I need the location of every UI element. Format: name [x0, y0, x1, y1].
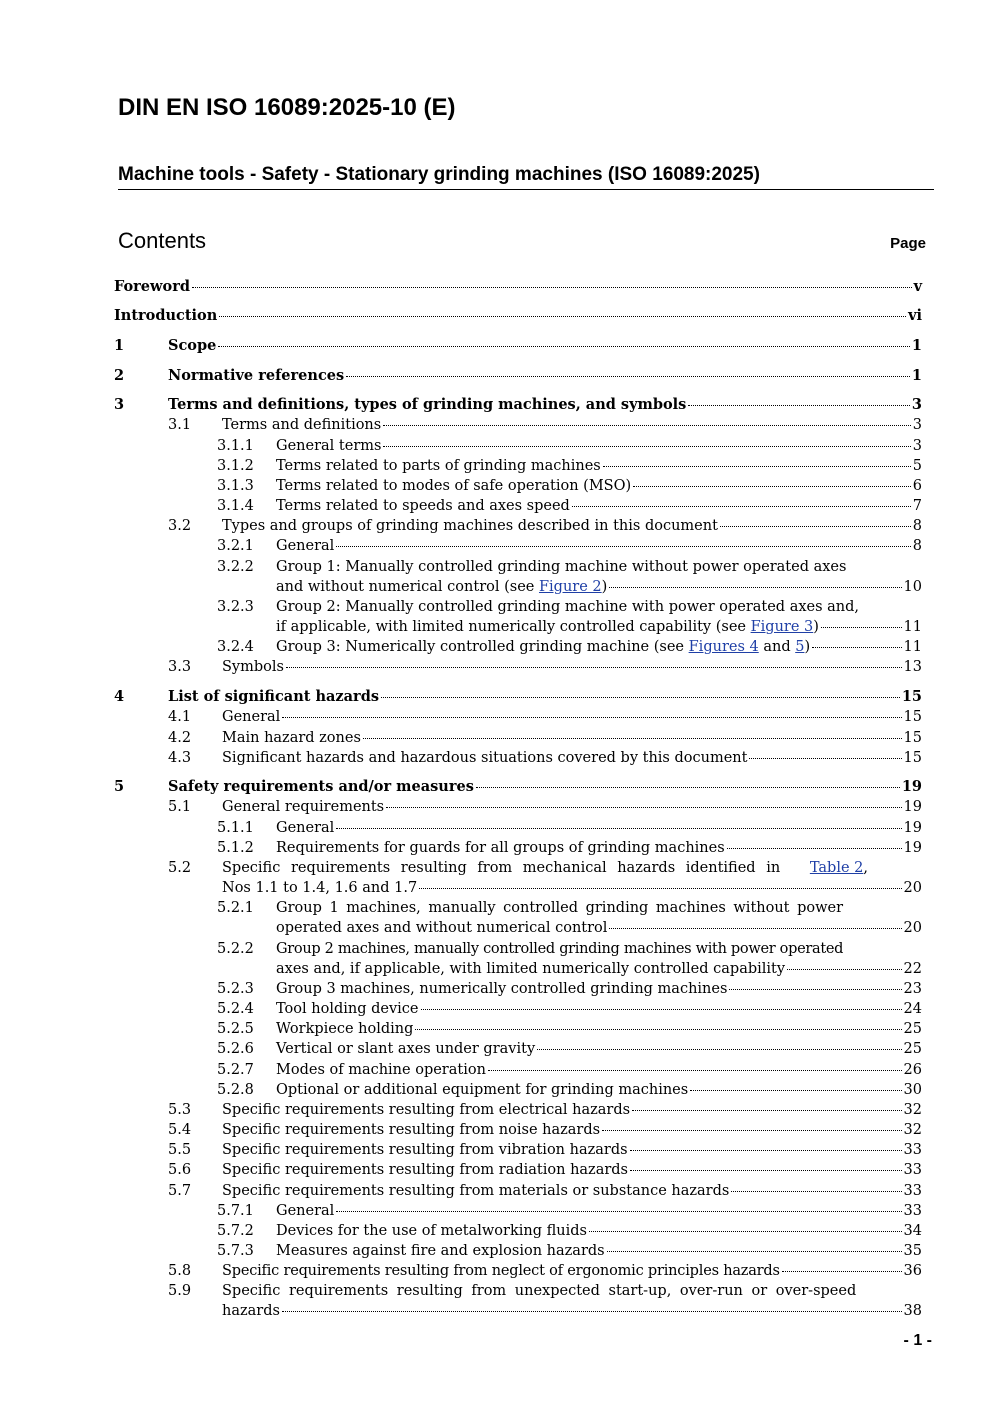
toc-page-number: 13	[903, 659, 922, 675]
footer-page-number: - 1 -	[903, 1332, 932, 1349]
toc-page-number: 6	[912, 478, 922, 494]
toc-entry-title: Specific requirements resulting from vibration hazards	[222, 1142, 628, 1158]
toc-page-number: 25	[903, 1041, 922, 1057]
toc-entry-title: Tool holding device	[276, 1001, 419, 1017]
toc-page-number: 22	[903, 961, 922, 977]
toc-entry-title-continued: if applicable, with limited numerically controlled capability (see Figure 3)	[276, 619, 819, 635]
toc-entry-number: 5.1.1	[217, 820, 254, 836]
toc-page-number: 33	[903, 1142, 922, 1158]
dot-leader	[381, 697, 900, 698]
dot-leader	[633, 486, 911, 487]
toc-entry-number: 5.2.2	[217, 941, 254, 957]
dot-leader	[731, 1191, 901, 1192]
toc-entry-title: Measures against fire and explosion hazards	[276, 1243, 605, 1259]
dot-leader	[749, 758, 901, 759]
toc-page-number: 35	[903, 1243, 922, 1259]
toc-entry-title-continued: hazards	[222, 1303, 280, 1319]
toc-page-number: 34	[903, 1223, 922, 1239]
figure-link[interactable]: Figure 3	[750, 619, 814, 635]
toc-entry-title: Foreword	[114, 278, 190, 295]
toc-entry-number: 1	[114, 337, 125, 354]
toc-entry-title: Modes of machine operation	[276, 1062, 486, 1078]
toc-page-number: 36	[903, 1263, 922, 1279]
toc-entry-number: 3.1.1	[217, 438, 254, 454]
toc-page-number: 23	[903, 981, 922, 997]
toc-entry-number: 5.3	[168, 1102, 192, 1118]
dot-leader	[336, 828, 901, 829]
toc-entry-number: 3.1.4	[217, 498, 254, 514]
toc-entry-title: Specific requirements resulting from radiation hazards	[222, 1162, 628, 1178]
toc-entry-title-continued: operated axes and without numerical control	[276, 920, 608, 936]
toc-page-number: 15	[903, 750, 922, 766]
dot-leader	[602, 1130, 901, 1131]
dot-leader	[282, 717, 901, 718]
dot-leader	[727, 848, 902, 849]
toc-entry-number: 5.9	[168, 1283, 192, 1299]
toc-entry-number: 5.2.5	[217, 1021, 254, 1037]
figure-link[interactable]: Figure 2	[538, 579, 602, 595]
dot-leader	[609, 928, 901, 929]
toc-page-number: 5	[912, 458, 922, 474]
toc-entry-number: 3.3	[168, 659, 192, 675]
toc-entry-title: Group 1 machines, manually controlled grinding machines without power	[276, 900, 844, 916]
toc-page-number: 11	[903, 619, 922, 635]
toc-entry-title: Terms and definitions	[222, 417, 382, 433]
toc-entry-number: 5.2.7	[217, 1062, 254, 1078]
toc-entry-title: Group 1: Manually controlled grinding machine without power operated axes	[276, 559, 847, 575]
toc-entry-number: 3.2.4	[217, 639, 254, 655]
toc-entry-number: 4.3	[168, 750, 192, 766]
toc-entry-number: 4	[114, 688, 125, 705]
toc-entry-title: Scope	[168, 337, 217, 354]
toc-entry-title: General	[276, 1203, 335, 1219]
toc-page-number: 33	[903, 1203, 922, 1219]
toc-page-number: 26	[903, 1062, 922, 1078]
toc-entry-number: 2	[114, 367, 125, 384]
toc-page-number: 32	[903, 1122, 922, 1138]
dot-leader	[821, 627, 902, 628]
dot-leader	[476, 787, 900, 788]
dot-leader	[192, 287, 912, 288]
dot-leader	[421, 1009, 902, 1010]
toc-entry-title: Significant hazards and hazardous situations covered by this document	[222, 750, 748, 766]
figure-link[interactable]: 5	[795, 639, 805, 655]
toc-entry-title: Workpiece holding	[276, 1021, 414, 1037]
toc-entry-title: Terms and definitions, types of grinding machines, and symbols	[168, 396, 687, 413]
toc-entry-title: Terms related to modes of safe operation (MSO)	[276, 478, 632, 494]
dot-leader	[282, 1311, 902, 1312]
toc-entry-number: 5.1.2	[217, 840, 254, 856]
toc-entry-number: 4.2	[168, 730, 192, 746]
toc-entry-title: General requirements	[222, 799, 385, 815]
dot-leader	[782, 1271, 902, 1272]
dot-leader	[488, 1070, 902, 1071]
document-title: DIN EN ISO 16089:2025-10 (E)	[118, 94, 456, 121]
toc-entry-title-continued: axes and, if applicable, with limited numerically controlled capability	[276, 961, 786, 977]
toc-entry-number: 5.7.2	[217, 1223, 254, 1239]
toc-entry-title: Normative references	[168, 367, 345, 384]
toc-entry-number: 5.1	[168, 799, 192, 815]
toc-entry-number: 3.1	[168, 417, 192, 433]
document-subtitle: Machine tools - Safety - Stationary grinding machines (ISO 16089:2025)	[118, 164, 934, 190]
toc-page-number: 1	[911, 367, 922, 384]
toc-entry-number: 3.1.3	[217, 478, 254, 494]
toc-entry-number: 3	[114, 396, 125, 413]
toc-entry-number: 5.6	[168, 1162, 192, 1178]
toc-page-number: 3	[912, 417, 922, 433]
toc-entry-number: 4.1	[168, 709, 192, 725]
toc-entry-title-continued: Nos 1.1 to 1.4, 1.6 and 1.7	[222, 880, 418, 896]
dot-leader	[720, 526, 911, 527]
toc-entry-title: Group 2: Manually controlled grinding machine with power operated axes and,	[276, 599, 860, 615]
dot-leader	[363, 738, 902, 739]
toc-entry-number: 5.2.6	[217, 1041, 254, 1057]
toc-page-number: 19	[903, 840, 922, 856]
toc-entry-number: 3.2.2	[217, 559, 254, 575]
toc-entry-number: 5.7.3	[217, 1243, 254, 1259]
toc-page-number: v	[913, 278, 922, 295]
toc-entry-title: Specific requirements resulting from electrical hazards	[222, 1102, 631, 1118]
toc-entry-number: 3.2.1	[217, 538, 254, 554]
dot-leader	[346, 376, 910, 377]
toc-entry-number: 5.2.4	[217, 1001, 254, 1017]
toc-entry-number: 5	[114, 778, 125, 795]
toc-page-number: 3	[911, 396, 922, 413]
toc-entry-number: 5.4	[168, 1122, 192, 1138]
toc-entry-title: Devices for the use of metalworking fluids	[276, 1223, 587, 1239]
toc-entry-number: 5.7	[168, 1183, 192, 1199]
toc-page-number: 1	[911, 337, 922, 354]
toc-page-number: 19	[901, 778, 922, 795]
toc-entry-title: Introduction	[114, 307, 218, 324]
toc-entry-title: Group 3: Numerically controlled grinding machine (see Figures 4 and 5)	[276, 639, 811, 655]
dot-leader	[286, 667, 902, 668]
toc-page-number: 19	[903, 820, 922, 836]
dot-leader	[688, 405, 910, 406]
toc-page-number: 15	[901, 688, 922, 705]
page-column-label: Page	[890, 235, 926, 252]
toc-entry-title: List of significant hazards	[168, 688, 379, 705]
dot-leader	[607, 1251, 902, 1252]
document-page: DIN EN ISO 16089:2025-10 (E) Machine tools - Safety - Stationary grinding machines (ISO 16089:2025) Contents Page Foreword v Introduction vi 1 Scope 1 2 Normative references 1 3 Terms and definitions, types of grinding machines, and symbols 3 3.1 Terms and definitions 3 3.1.1 General terms 3 3.1.2 Terms related to parts of grinding machines 5 3.1.3 Terms related to modes of safe operation (MSO) 6 3.1.4 Terms related to speeds and axes speed 7 3.2 Types and groups of grinding machines described in this document 8 3.2.1 General 8 3.2.2 Group 1: Manually controlled grinding machine without power operated axes and without numerical control (see Figure 2) 10 3.2.3 Group 2: Manually controlled grinding machine with power operated axes and, if applicable, with limited numerically controlled capability (see Figure 3) 11 3.2.4 Group 3: Numerically controlled grinding machine (see Figures 4 and 5) 11 3.3 Symbols 13 4 List of significant hazards 15 4.1 General 15 4.2 Main hazard zones 15 4.3 Significant hazards and hazardous situations covered by this document 15 5 Safety requirements and/or measures 19 5.1 General requirements 19 5.1.1 General 19 5.1.2 Requirements for guards for all groups of grinding machines 19 5.2 Specific requirements resulting from mechanical hazards identified in Table 2, Nos 1.1 to 1.4, 1.6 and 1.7 20 5.2.1 Group 1 machines, manually controlled grinding machines without power operated axes and without numerical control 20 5.2.2 Group 2 machines, manually controlled grinding machines with power operated axes and, if applicable, with limited numerically controlled capability 22 5.2.3 Group 3 machines, numerically controlled grinding machines 23 5.2.4 Tool holding device 24 5.2.5 Workpiece holding 25 5.2.6 Vertical or slant axes under gravity 25 5.2.7 Modes of machine operation 26 5.2.8 Optional or additional equipment for grinding machines 30 5.3 Specific requirements resulting from electrical hazards 32 5.4 Specific requirements resulting from noise hazards 32 5.5 Specific requirements resulting from vibration hazards 33 5.6 Specific requirements resulting from radiation hazards 33 5.7 Specific requirements resulting from materials or substance hazards 33 5.7.1 General 33 5.7.2 Devices for the use of metalworking fluids 34 5.7.3 Measures against fire and explosion hazards 35 5.8 Specific requirements resulting from neglect of ergonomic principles hazards 36 5.9 Specific requirements resulting from unexpected start-up, over-run or over-speed hazards 38 - 1 -	[114, 94, 932, 1349]
toc-entry-title: Main hazard zones	[222, 730, 361, 746]
dot-leader	[419, 888, 901, 889]
dot-leader	[630, 1170, 902, 1171]
dot-leader	[336, 546, 910, 547]
dot-leader	[603, 466, 911, 467]
toc-page-number: 33	[903, 1183, 922, 1199]
toc-entry-title: Specific requirements resulting from mechanical hazards identified in	[222, 860, 781, 876]
toc-entry-number: 5.7.1	[217, 1203, 254, 1219]
toc-entry-number: 5.2.1	[217, 900, 254, 916]
dot-leader	[383, 446, 910, 447]
toc-entry-title: Optional or additional equipment for grinding machines	[276, 1082, 689, 1098]
toc-page-number: 15	[903, 709, 922, 725]
toc-page-number: 7	[912, 498, 922, 514]
toc-entry-number: 3.2	[168, 518, 192, 534]
toc-page-number: 11	[903, 639, 922, 655]
toc-page-number: 8	[912, 538, 922, 554]
toc-entry-number: 5.2.8	[217, 1082, 254, 1098]
dot-leader	[690, 1090, 901, 1091]
toc-page-number: 20	[903, 920, 922, 936]
dot-leader	[812, 647, 901, 648]
toc-page-number: 19	[903, 799, 922, 815]
dot-leader	[386, 807, 901, 808]
toc-entry-title: Specific requirements resulting from noise hazards	[222, 1122, 601, 1138]
toc-entry-title: Symbols	[222, 659, 284, 675]
toc-entry-title: Terms related to parts of grinding machines	[276, 458, 601, 474]
toc-entry-title: Specific requirements resulting from materials or substance hazards	[222, 1183, 730, 1199]
toc-entry-title: Safety requirements and/or measures	[168, 778, 474, 795]
table-link[interactable]: Table 2	[809, 860, 864, 876]
dot-leader	[632, 1110, 902, 1111]
toc-entry-title: Vertical or slant axes under gravity	[276, 1041, 536, 1057]
toc-entry-title: Specific requirements resulting from unexpected start-up, over-run or over-speed	[222, 1283, 857, 1299]
dot-leader	[218, 346, 910, 347]
dot-leader	[572, 506, 911, 507]
toc-page-number: 8	[912, 518, 922, 534]
toc-page-number: 33	[903, 1162, 922, 1178]
toc-entry-title-continued: and without numerical control (see Figure 2)	[276, 579, 608, 595]
toc-entry-title: Specific requirements resulting from neglect of ergonomic principles hazards	[222, 1263, 780, 1279]
contents-heading: Contents	[118, 228, 207, 253]
dot-leader	[219, 316, 906, 317]
toc-page-number: 38	[903, 1303, 922, 1319]
dot-leader	[609, 587, 901, 588]
dot-leader	[729, 989, 901, 990]
dot-leader	[336, 1211, 901, 1212]
dot-leader	[537, 1049, 901, 1050]
toc-entry-title: General	[276, 820, 335, 836]
toc-entry-title: Terms related to speeds and axes speed	[276, 498, 570, 514]
dot-leader	[383, 425, 911, 426]
toc-page-number: 32	[903, 1102, 922, 1118]
toc-entry-number: 3.1.2	[217, 458, 254, 474]
toc-page-number: 30	[903, 1082, 922, 1098]
toc-page-number: 20	[903, 880, 922, 896]
dot-leader	[630, 1150, 902, 1151]
toc-page-number: 3	[912, 438, 922, 454]
toc-entry-title: General terms	[276, 438, 382, 454]
toc-entry-number: 3.2.3	[217, 599, 254, 615]
toc-entry-number: 5.2.3	[217, 981, 254, 997]
toc-entry-title: Types and groups of grinding machines described in this document	[222, 518, 718, 534]
toc-entry-title: General	[222, 709, 281, 725]
figure-link[interactable]: Figures 4	[688, 639, 759, 655]
toc-entry-number: 5.8	[168, 1263, 192, 1279]
toc-entry-title: Group 3 machines, numerically controlled grinding machines	[276, 981, 728, 997]
toc-entry-title: Group 2 machines, manually controlled grinding machines with power operated	[276, 941, 844, 957]
toc-entry-number: 5.5	[168, 1142, 192, 1158]
toc-page-number: 10	[903, 579, 922, 595]
toc-entry-title: Requirements for guards for all groups of grinding machines	[276, 840, 725, 856]
toc-page-number: 15	[903, 730, 922, 746]
dot-leader	[787, 969, 901, 970]
toc-page-number: 24	[903, 1001, 922, 1017]
toc-entry-number: 5.2	[168, 860, 192, 876]
dot-leader	[589, 1231, 902, 1232]
toc-page-number: 25	[903, 1021, 922, 1037]
toc-page-number: vi	[908, 307, 922, 324]
dot-leader	[415, 1029, 901, 1030]
toc-entry-title: General	[276, 538, 335, 554]
